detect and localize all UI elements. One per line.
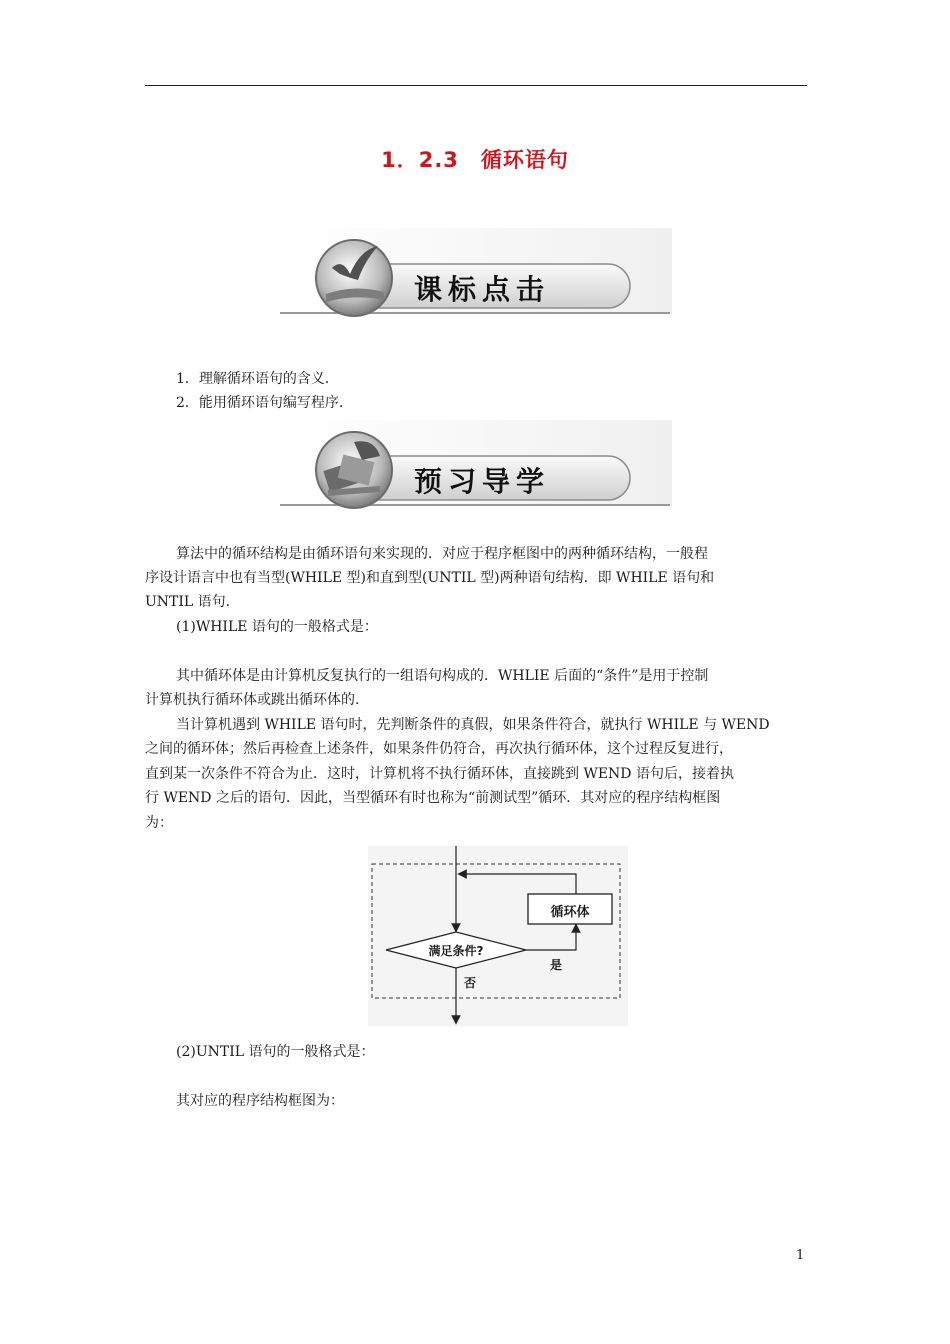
paragraph-line: 直到某一次条件不符合为止．这时，计算机将不执行循环体，直接跳到 WEND 语句后，接着执 [145,766,734,782]
while-flowchart [368,846,628,1030]
banner-course-objectives-text: 课标点击 [414,273,551,306]
banner-course-objectives [280,228,672,320]
paragraph-line: 行 WEND 之后的语句．因此，当型循环有时也称为“前测试型”循环．其对应的程序结构框图 [145,790,721,806]
paragraph-line: 算法中的循环结构是由循环语句来实现的．对应于程序框图中的两种循环结构，一般程 [176,546,708,562]
section-heading-while: (1)WHILE 语句的一般格式是： [176,619,378,635]
banner-preview-guide [280,420,672,512]
yes-label: 是 [550,958,563,972]
condition-label: 满足条件? [428,944,484,958]
paragraph-line: 其中循环体是由计算机反复执行的一组语句构成的．WHLIE 后面的“条件”是用于控制 [176,668,709,684]
header-rule [145,85,807,86]
paragraph-line: 之间的循环体；然后再检查上述条件，如果条件仍符合，再次执行循环体，这个过程反复进行， [145,741,733,757]
section-heading-until: (2)UNTIL 语句的一般格式是： [176,1044,375,1060]
paragraph-line: 当计算机遇到 WHILE 语句时，先判断条件的真假，如果条件符合，就执行 WHILE 与 WEND [176,717,770,733]
page-number: 1 [796,1248,805,1263]
paragraph-line: UNTIL 语句. [145,594,231,610]
flowchart-graphic [368,846,628,1026]
paragraph-line: 其对应的程序结构框图为： [176,1093,344,1109]
paragraph-line: 为： [145,815,173,831]
objective-2: 2．能用循环语句编写程序. [176,395,344,411]
paragraph-line: 计算机执行循环体或跳出循环体的. [145,692,360,708]
no-label: 否 [464,976,477,990]
banner-preview-guide-text: 预习导学 [414,465,551,498]
objective-1: 1．理解循环语句的含义. [176,371,330,387]
loop-body-label: 循环体 [550,905,590,920]
paragraph-line: 序设计语言中也有当型(WHILE 型)和直到型(UNTIL 型)两种语句结构．即 WHILE 语句和 [145,570,715,586]
page-title: 1．2.3 循环语句 [381,148,569,172]
